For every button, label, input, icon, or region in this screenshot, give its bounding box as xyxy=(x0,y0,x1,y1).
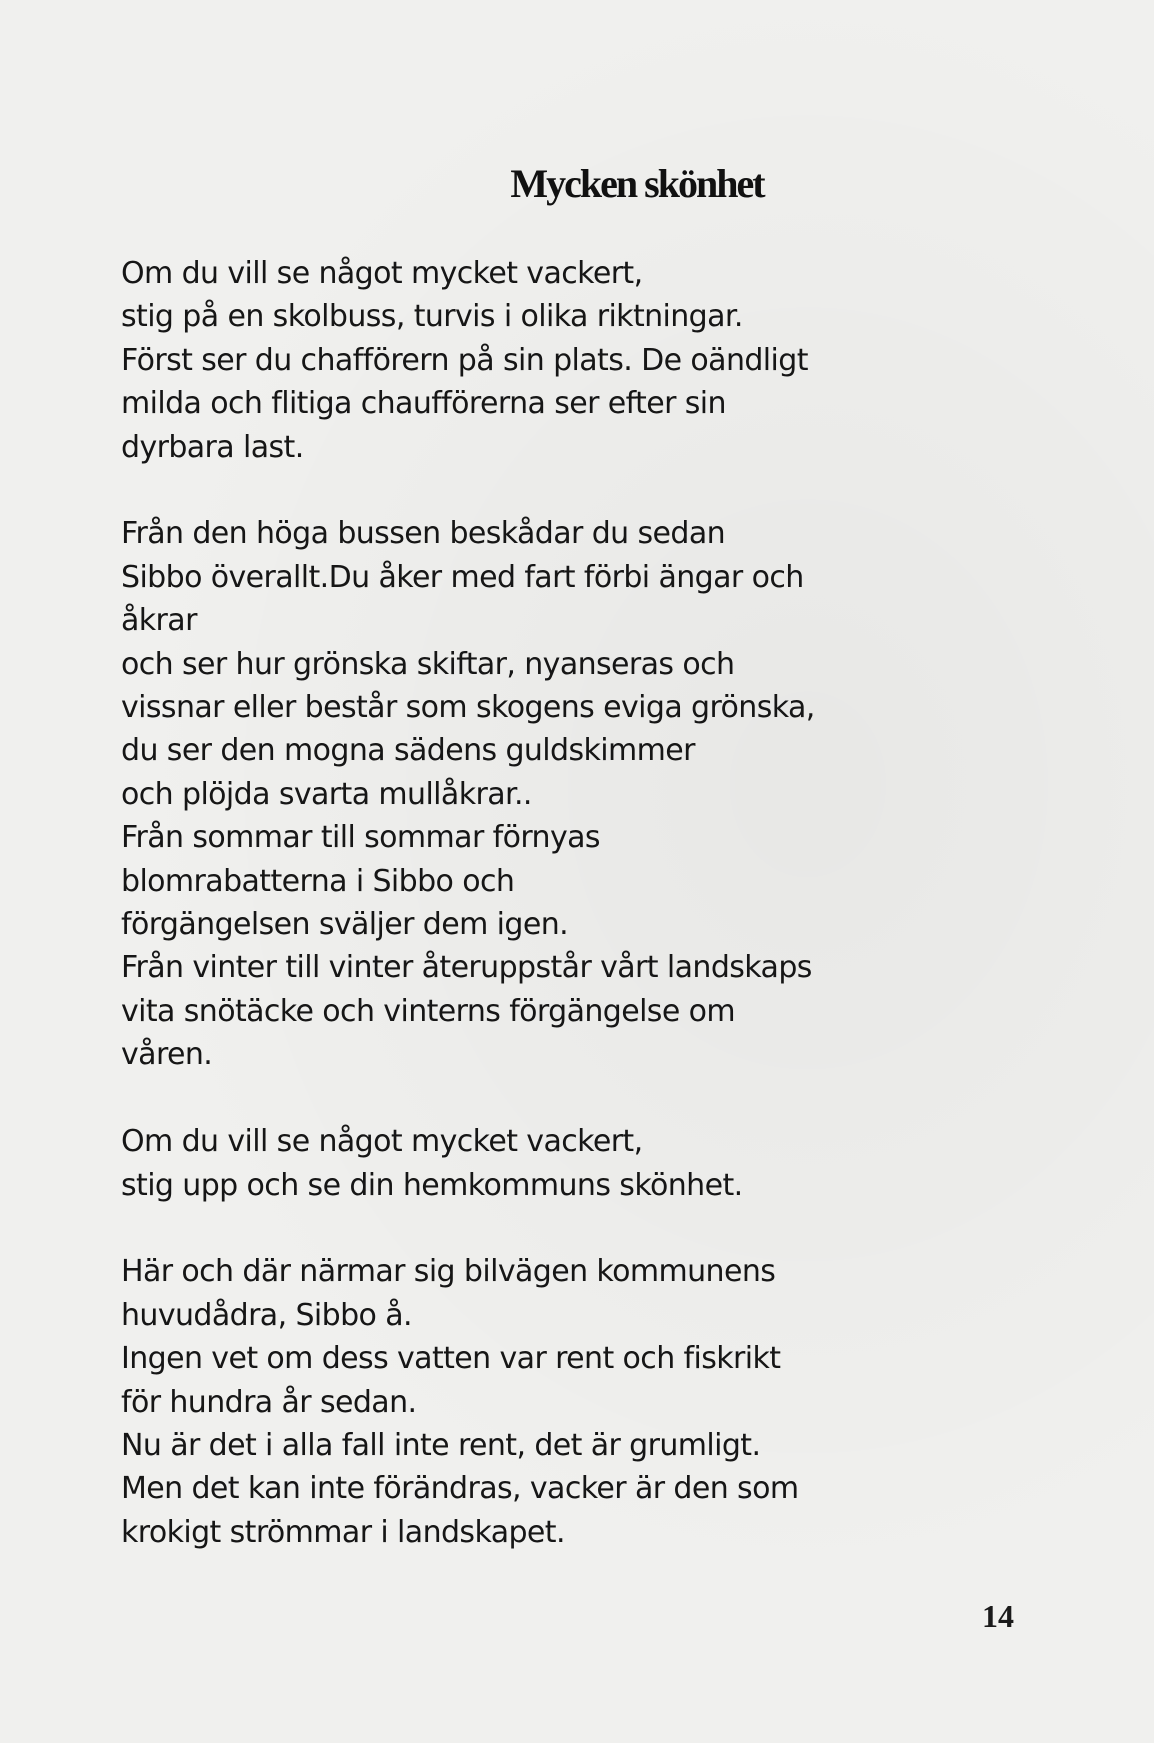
poem-line: Sibbo överallt.Du åker med fart förbi ängar och xyxy=(121,559,804,595)
poem-line: stig på en skolbuss, turvis i olika riktningar. xyxy=(121,299,743,335)
poem-line: stig upp och se din hemkommuns skönhet. xyxy=(121,1167,743,1203)
poem-line: milda och flitiga chaufförerna ser efter sin xyxy=(121,386,726,422)
poem-line: Först ser du chafförern på sin plats. De oändligt xyxy=(121,342,808,378)
poem-line: Men det kan inte förändras, vacker är den som xyxy=(121,1471,799,1507)
poem-line: våren. xyxy=(121,1037,213,1073)
poem-line: blomrabatterna i Sibbo och xyxy=(121,863,515,899)
poem-line: Från vinter till vinter återuppstår vårt landskaps xyxy=(121,950,812,986)
stanza-break xyxy=(121,1207,981,1250)
poem-line: förgängelsen sväljer dem igen. xyxy=(121,907,569,943)
poem-line: Från sommar till sommar förnyas xyxy=(121,820,600,856)
poem-line: vissnar eller består som skogens eviga grönska, xyxy=(121,690,815,726)
poem-title: Mycken skönhet xyxy=(510,161,764,206)
poem-line: och ser hur grönska skiftar, nyanseras och xyxy=(121,646,735,682)
stanza-break xyxy=(121,469,981,512)
poem-line: Här och där närmar sig bilvägen kommunens xyxy=(121,1254,776,1290)
poem-line: Från den höga bussen beskådar du sedan xyxy=(121,516,726,552)
poem-line: Om du vill se något mycket vackert, xyxy=(121,256,643,291)
poem-line: Nu är det i alla fall inte rent, det är grumligt. xyxy=(121,1427,761,1463)
page-number: 14 xyxy=(982,1598,1014,1634)
poem-line: Ingen vet om dess vatten var rent och fiskrikt xyxy=(121,1341,781,1377)
poem-line: dyrbara last. xyxy=(121,429,304,465)
poem-line: du ser den mogna sädens guldskimmer xyxy=(121,733,695,769)
poem-line: huvudådra, Sibbo å. xyxy=(121,1297,412,1333)
poem-line: Om du vill se något mycket vackert, xyxy=(121,1124,643,1160)
poem-line: och plöjda svarta mullåkrar.. xyxy=(121,776,532,812)
poem-body xyxy=(121,252,981,1554)
stanza-break xyxy=(121,1077,981,1120)
poem-line: vita snötäcke och vinterns förgängelse om xyxy=(121,993,736,1029)
poem-line: åkrar xyxy=(121,603,197,639)
poem-line: krokigt strömmar i landskapet. xyxy=(121,1514,565,1550)
poem-line: för hundra år sedan. xyxy=(121,1384,417,1420)
